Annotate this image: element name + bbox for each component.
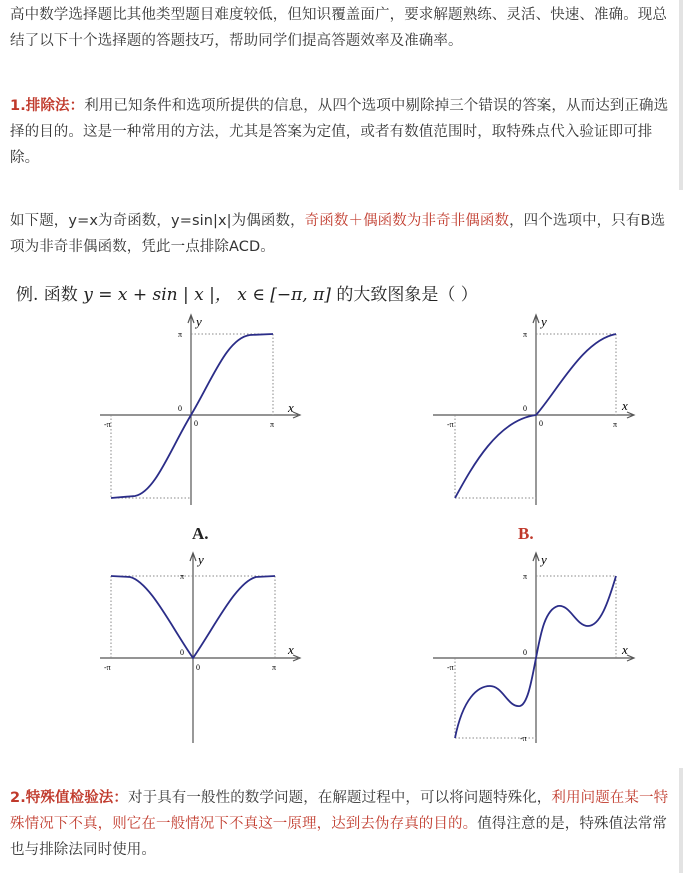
method1-body: 利用已知条件和选项所提供的信息，从四个选项中剔除掉三个错误的答案，从而达到正确选择的目的。这是一种常用的方法，尤其是答案为定值，或者有数值范围时，取特殊点代入验证即可排除。	[10, 98, 669, 166]
example-text-2: ，四个选项中，只有B选项为非奇非偶函数，凭此一点排除ACD。	[10, 213, 666, 255]
pi-y-label: π	[523, 330, 528, 339]
intro-paragraph: 高中数学选择题比其他类型题目难度较低，但知识覆盖面广，要求解题熟练、灵活、快速、准确。现总结了以下十个选择题的答题技巧，帮助同学们提高答题效率及准确率。	[10, 7, 667, 49]
zero-label: 0	[196, 663, 200, 672]
right-border-top	[679, 0, 683, 190]
axis-y-label: y	[541, 552, 547, 567]
pi-y-label: π	[178, 330, 183, 339]
option-b-label: B.	[518, 524, 534, 543]
neg-pi-y-label: -π	[520, 734, 527, 743]
pi-label: π	[272, 663, 277, 672]
origin-label: 0	[523, 648, 527, 657]
axis-y-label: y	[198, 552, 204, 567]
axis-x-label: x	[288, 642, 294, 657]
pi-y-label: π	[523, 572, 528, 581]
axis-x-label: x	[622, 398, 628, 413]
problem-lead: 例. 函数	[16, 285, 78, 305]
axis-y-label: y	[541, 314, 547, 329]
problem-formula: y = x + sin | x |， x ∈ [−π, π]	[83, 285, 331, 305]
right-border-bottom	[679, 768, 683, 873]
axis-y-label: y	[196, 314, 202, 329]
origin-label: 0	[523, 404, 527, 413]
method2-paragraph	[10, 785, 678, 863]
pi-label: π	[270, 420, 275, 429]
origin-label: 0	[180, 648, 184, 657]
neg-pi-label: -π	[104, 420, 111, 429]
zero-label: 0	[194, 419, 198, 428]
example-highlight: 奇函数＋偶函数为非奇非偶函数	[304, 213, 510, 229]
graph-d	[428, 548, 648, 748]
pi-label: π	[613, 420, 618, 429]
pi-y-label: π	[180, 572, 185, 581]
method2-body-2: 值得注意的是，特殊值法常常也与排除法同时使用。	[10, 816, 668, 858]
axis-x-label: x	[288, 400, 294, 415]
method1-paragraph	[10, 93, 678, 171]
option-a-label: A.	[192, 524, 209, 543]
graph-b	[428, 310, 648, 510]
neg-pi-label: -π	[447, 663, 454, 672]
method2-body-1: 对于具有一般性的数学问题，在解题过程中，可以将问题特殊化，	[128, 790, 552, 806]
graph-c	[90, 548, 310, 748]
graph-a	[90, 310, 310, 510]
origin-label: 0	[178, 404, 182, 413]
problem-statement	[16, 280, 478, 305]
problem-tail: 的大致图象是（ ）	[330, 285, 478, 305]
neg-pi-label: -π	[447, 420, 454, 429]
method1-heading: 1.排除法：	[10, 98, 85, 114]
method2-highlight: 利用问题在某一特殊情况下不真，则它在一般情况下不真这一原理，达到去伪存真的目的。	[10, 790, 669, 832]
neg-pi-label: -π	[104, 663, 111, 672]
method2-heading: 2.特殊值检验法：	[10, 790, 128, 806]
example-text-1: 如下题，y=x为奇函数，y=sin|x|为偶函数，	[10, 213, 305, 229]
axis-x-label: x	[622, 642, 628, 657]
example-paragraph	[10, 208, 678, 260]
zero-label: 0	[539, 419, 543, 428]
